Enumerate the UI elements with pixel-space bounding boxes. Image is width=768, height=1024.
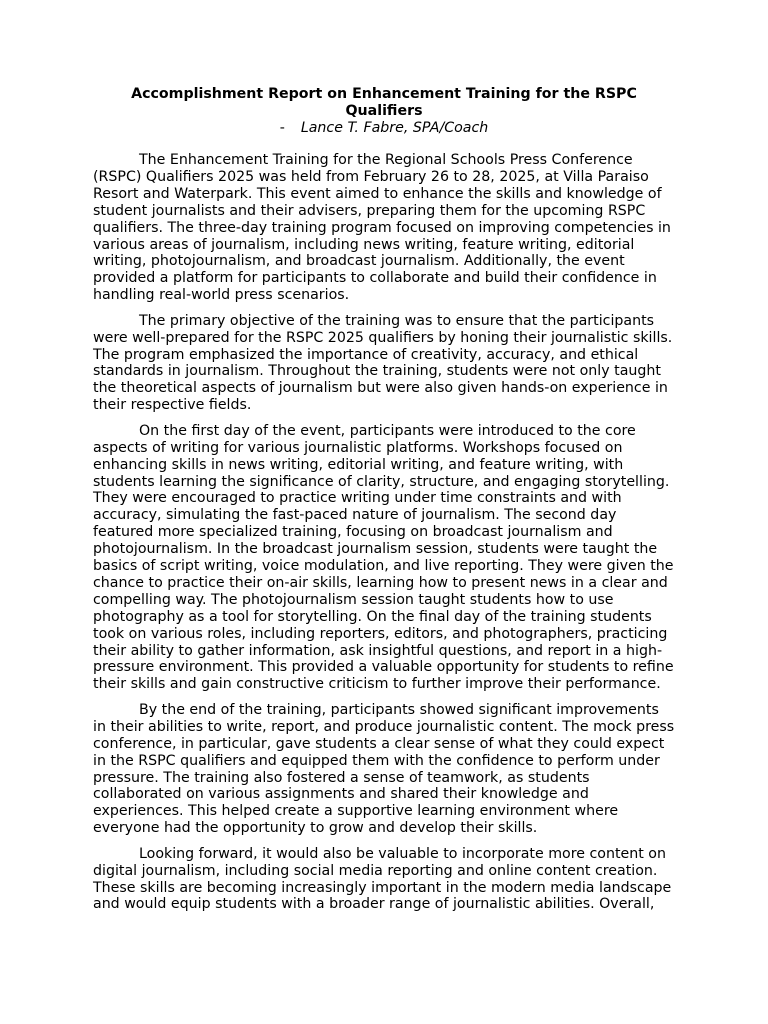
paragraph-3: On the first day of the event, participants were introduced to the core aspects of writing for various journalistic platforms. Workshops focused on enhancing skills in news writing, editorial writing, and feature writing, with students learning the significance of clarity, structure, and engaging storytelling. They were encouraged to practice writing under time constraints and with accuracy, simulating the fast-paced nature of journalism. The second day featured more specialized training, focusing on broadcast journalism and photojournalism. In the broadcast journalism session, students were taught the basics of script writing, voice modulation, and live reporting. They were given the chance to practice their on-air skills, learning how to present news in a clear and compelling way. The photojournalism session taught students how to use photography as a tool for storytelling. On the final day of the training students took on various roles, including reporters, editors, and photographers, practicing their ability to gather information, ask insightful questions, and report in a high-pressure environment. This provided a valuable opportunity for students to refine their skills and gain constructive criticism to further improve their performance. (93, 422, 674, 693)
author-dash: - (279, 120, 285, 136)
author-name: Lance T. Fabre, SPA/Coach (300, 120, 489, 136)
author-line (93, 120, 675, 137)
paragraph-1: The Enhancement Training for the Regional Schools Press Conference (RSPC) Qualifiers 2025 was held from February 26 to 28, 2025, at Villa Paraiso Resort and Waterpark. This event aimed to enhance the skills and knowledge of student journalists and their advisers, preparing them for the upcoming RSPC qualifiers. The three-day training program focused on improving competencies in various areas of journalism, including news writing, feature writing, editorial writing, photojournalism, and broadcast journalism. Additionally, the event provided a platform for participants to collaborate and build their confidence in handling real-world press scenarios. (93, 152, 671, 304)
document-page (93, 86, 675, 922)
paragraph-5: Looking forward, it would also be valuable to incorporate more content on digital journalism, including social media reporting and online content creation. These skills are becoming increasingly important in the modern media landscape and would equip students with a broader range of journalistic abilities. Overall, (93, 845, 672, 913)
paragraph-2: The primary objective of the training was to ensure that the participants were well-prepared for the RSPC 2025 qualifiers by honing their journalistic skills. The program emphasized the importance of creativity, accuracy, and ethical standards in journalism. Throughout the training, students were not only taught the theoretical aspects of journalism but were also given hands-on experience in their respective fields. (93, 312, 673, 414)
report-title: Accomplishment Report on Enhancement Training for the RSPC Qualifiers (131, 86, 637, 119)
paragraph-4: By the end of the training, participants showed significant improvements in their abilities to write, report, and produce journalistic content. The mock press conference, in particular, gave students a clear sense of what they could expect in the RSPC qualifiers and equipped them with the confidence to perform under pressure. The training also fostered a sense of teamwork, as students collaborated on various assignments and shared their knowledge and experiences. This helped create a supportive learning environment where everyone had the opportunity to grow and develop their skills. (93, 701, 675, 837)
